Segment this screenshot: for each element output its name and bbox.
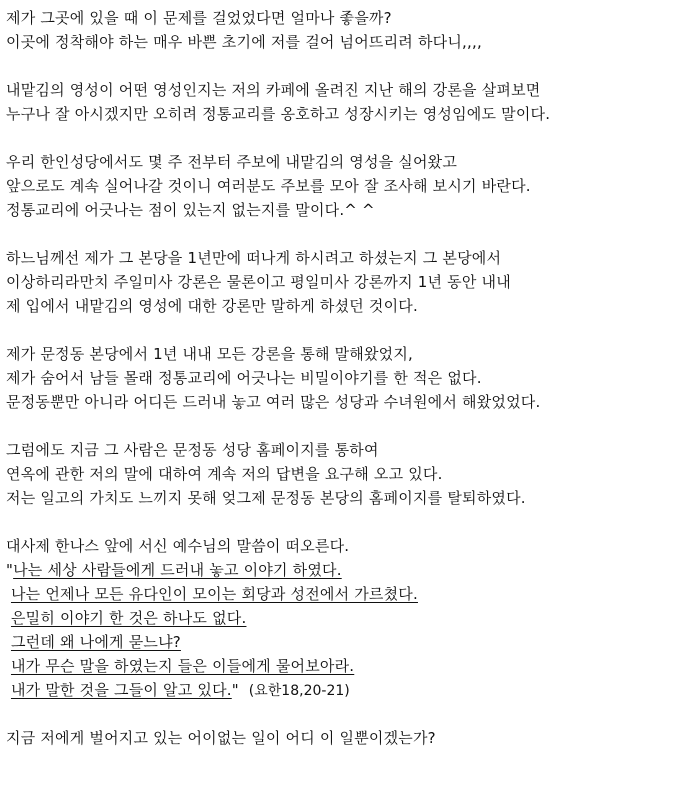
paragraph-4 [6,246,682,318]
text-line: 제가 문정동 본당에서 1년 내내 모든 강론을 통해 말해왔었지, [6,345,414,363]
text-line: 연옥에 관한 저의 말에 대하여 계속 저의 답변을 요구해 오고 있다. [6,465,443,483]
text-line: 그럼에도 지금 그 사람은 문정동 성당 홈페이지를 통하여 [6,441,379,459]
quote-line [6,606,682,630]
quote-text: 내가 무슨 말을 하였는지 들은 이들에게 물어보아라. [10,657,355,675]
paragraph-gap [6,54,682,78]
paragraph-7 [6,534,682,558]
quote-line [6,630,682,654]
text-line: 이곳에 정착해야 하는 매우 바쁜 초기에 저를 걸어 넘어뜨리려 하다니,,,, [6,33,482,51]
text-line: 앞으로도 계속 실어나갈 것이니 여러분도 주보를 모아 잘 조사해 보시기 바란다. [6,177,531,195]
paragraph-gap [6,222,682,246]
paragraph-2 [6,78,682,126]
paragraph-6 [6,438,682,510]
paragraph-gap [6,126,682,150]
paragraph-gap [6,510,682,534]
text-line: 누구나 잘 아시겠지만 오히려 정통교리를 옹호하고 성장시키는 영성임에도 말이다. [6,105,551,123]
paragraph-5 [6,342,682,414]
quote-citation: (요한18,20-21) [248,683,350,699]
paragraph-gap [6,318,682,342]
quote-line [6,558,682,582]
scripture-quote [6,558,682,702]
paragraph-3 [6,150,682,222]
quote-text: 나는 언제나 모든 유다인이 모이는 회당과 성전에서 가르쳤다. [10,585,418,603]
quote-line [6,654,682,678]
quote-text: 내가 말한 것을 그들이 알고 있다. [10,681,232,699]
paragraph-1 [6,6,682,54]
text-line: 내맡김의 영성이 어떤 영성인지는 저의 카페에 올려진 지난 해의 강론을 살펴보면 [6,81,541,99]
text-line: 제 입에서 내맡김의 영성에 대한 강론만 말하게 하셨던 것이다. [6,297,418,315]
quote-close-mark: " [231,681,239,699]
text-line: 정통교리에 어긋나는 점이 있는지 없는지를 말이다.^ ^ [6,201,375,219]
quote-text: 은밀히 이야기 한 것은 하나도 없다. [10,609,247,627]
quote-text: 나는 세상 사람들에게 드러내 놓고 이야기 하였다. [13,561,342,579]
text-line: 저는 일고의 가치도 느끼지 못해 엊그제 문정동 본당의 홈페이지를 탈퇴하였다. [6,489,526,507]
text-line: 제가 그곳에 있을 때 이 문제를 걸었었다면 얼마나 좋을까? [6,9,392,27]
text-line: 문정동뿐만 아니라 어디든 드러내 놓고 여러 많은 성당과 수녀원에서 해왔었었다. [6,393,541,411]
paragraph-gap [6,702,682,726]
text-line: 우리 한인성당에서도 몇 주 전부터 주보에 내맡김의 영성을 실어왔고 [6,153,458,171]
paragraph-gap [6,414,682,438]
text-line: 하느님께선 제가 그 본당을 1년만에 떠나게 하시려고 하셨는지 그 본당에서 [6,249,502,267]
quote-line [6,582,682,606]
text-line: 대사제 한나스 앞에 서신 예수님의 말씀이 떠오른다. [6,537,350,555]
closing-line: 지금 저에게 벌어지고 있는 어이없는 일이 어디 이 일뿐이겠는가? [6,729,436,747]
quote-line [6,678,682,702]
text-line: 이상하리라만치 주일미사 강론은 물론이고 평일미사 강론까지 1년 동안 내내 [6,273,511,291]
quote-text: 그런데 왜 나에게 묻느냐? [10,633,181,651]
document-body [6,6,682,750]
quote-open-mark: " [6,561,14,579]
text-line: 제가 숨어서 남들 몰래 정통교리에 어긋나는 비밀이야기를 한 적은 없다. [6,369,482,387]
